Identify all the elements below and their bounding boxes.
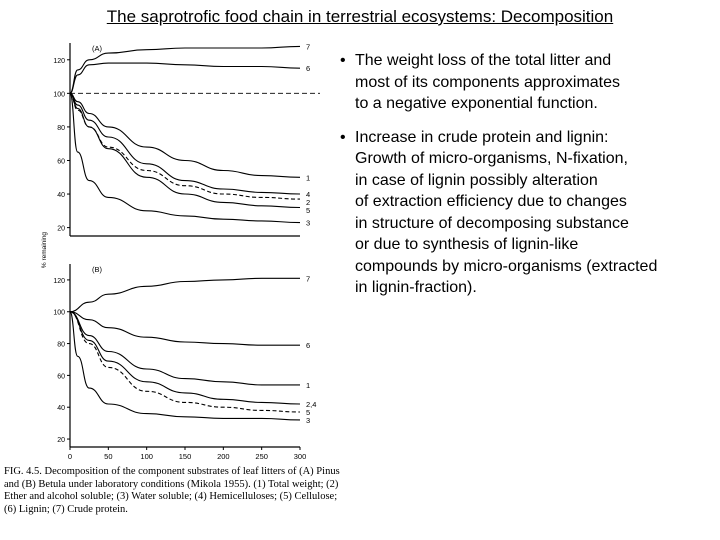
- series-end-label: 6: [306, 341, 311, 351]
- y-tick-label: 120: [53, 277, 65, 285]
- series-end-label: 7: [306, 42, 311, 52]
- series-end-label: 1: [306, 380, 311, 390]
- series-line-1: [70, 312, 300, 385]
- panel-label: (A): [92, 44, 102, 53]
- y-axis-label: % remaining: [41, 231, 48, 269]
- y-tick-label: 20: [57, 225, 65, 233]
- series-end-label: 2: [306, 198, 311, 208]
- y-tick-label: 100: [53, 91, 65, 99]
- panel-b-chart: [53, 264, 316, 465]
- series-line-6: [70, 312, 300, 346]
- y-tick-label: 60: [57, 158, 65, 166]
- bullet-dot: •: [340, 128, 346, 146]
- series-end-label: 7: [306, 274, 311, 284]
- series-end-label: 5: [306, 408, 311, 418]
- series-line-4: [70, 93, 300, 194]
- figure-caption: FIG. 4.5. Decomposition of the component substrates of leaf litters of (A) Pinus and (B) Betula under laboratory conditions (Mikola 1955). (1) Total weight; (2) Ether and alcohol soluble; (3) Water soluble; (4) Hemicelluloses; (5) Cellulose; (6) Lignin; (7) Crude protein.: [4, 466, 340, 515]
- series-end-label: 1: [306, 173, 311, 183]
- x-tick-label: 300: [293, 452, 307, 461]
- series-end-label: 4: [306, 190, 311, 200]
- y-tick-label: 40: [57, 192, 65, 200]
- series-end-label: 6: [306, 64, 311, 74]
- x-tick-label: 50: [104, 452, 113, 461]
- y-tick-label: 120: [53, 57, 65, 65]
- series-line-2-4: [70, 312, 300, 404]
- bullet-text: Increase in crude protein and lignin: Growth of micro-organisms, N-fixation, in case of lignin possibly alteration of extraction efficiency due to changes in structure of decomposing substance or due to synthesis of lignin-like compounds by micro-organisms (extracted in lignin-fraction).: [355, 128, 658, 296]
- y-tick-label: 80: [57, 124, 65, 132]
- series-end-label: 5: [306, 206, 311, 216]
- series-line-5: [70, 93, 300, 207]
- x-tick-label: 0: [67, 452, 73, 461]
- series-line-7: [70, 278, 300, 311]
- x-tick-label: 100: [140, 452, 153, 461]
- series-end-label: 3: [306, 416, 311, 426]
- series-end-label: 3: [306, 218, 311, 228]
- series-line-3: [70, 93, 300, 222]
- series-line-2: [70, 93, 300, 199]
- series-line-7: [70, 46, 300, 93]
- y-tick-label: 60: [57, 373, 65, 381]
- bullet-item: [340, 50, 715, 115]
- y-tick-label: 40: [57, 405, 65, 413]
- series-line-6: [70, 63, 300, 93]
- bullet-item: [340, 127, 715, 299]
- y-tick-label: 20: [57, 437, 65, 445]
- slide-title: The saprotrofic food chain in terrestrial ecosystems: Decomposition: [106, 7, 614, 26]
- y-tick-label: 100: [53, 309, 65, 317]
- bullet-list: [340, 50, 715, 311]
- y-tick-label: 80: [57, 341, 65, 349]
- bullet-dot: •: [340, 52, 346, 69]
- bullet-text: The weight loss of the total litter and most of its components approximates to a negative exponential function.: [355, 52, 621, 112]
- panel-a-chart: [41, 42, 320, 268]
- panel-label: (B): [92, 265, 102, 274]
- decomposition-figure: [0, 0, 340, 465]
- x-tick-label: 250: [255, 452, 268, 461]
- series-end-label: 2,4: [306, 400, 317, 410]
- x-tick-label: 150: [178, 452, 192, 461]
- x-tick-label: 200: [217, 452, 230, 461]
